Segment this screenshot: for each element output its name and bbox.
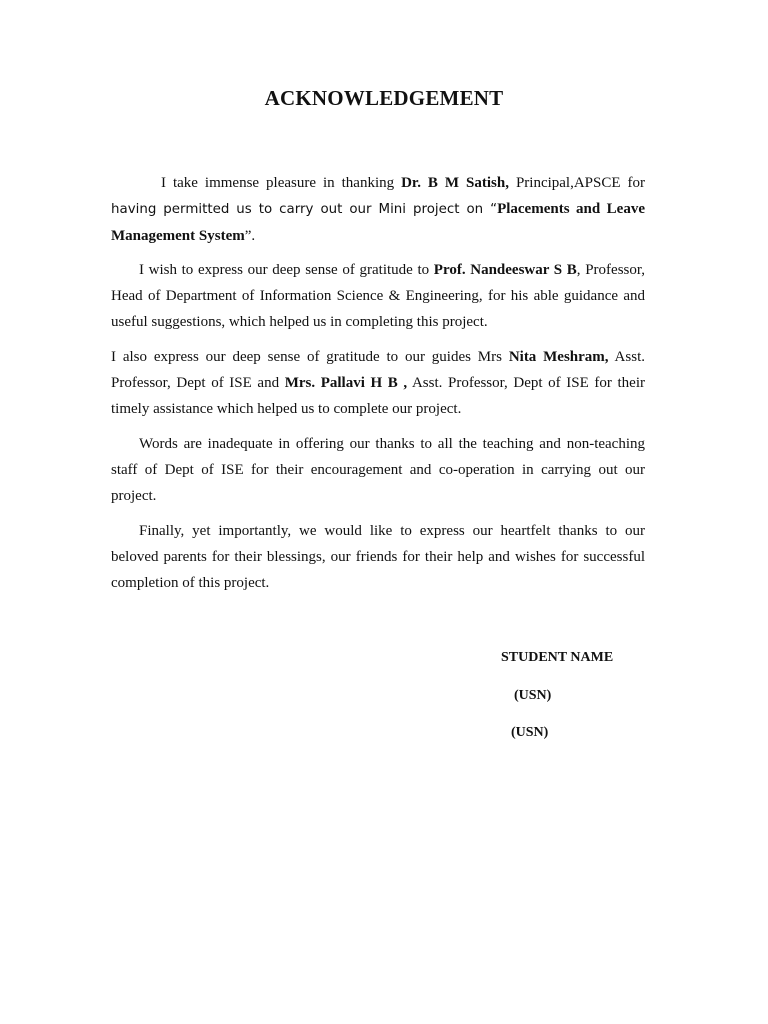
text-span: having permitted us to carry out our Mini project on “ bbox=[111, 202, 498, 217]
paragraph-thanks-guides bbox=[111, 344, 645, 422]
paragraph-thanks-staff: Words are inadequate in offering our thanks to all the teaching and non-teaching staff of Dept of ISE for their encouragement and co-operation in carrying out our project. bbox=[111, 436, 645, 504]
text-span: I wish to express our deep sense of gratitude to bbox=[139, 262, 434, 278]
student-name-label: STUDENT NAME bbox=[501, 650, 614, 665]
text-span: Principal,APSCE for bbox=[508, 175, 645, 191]
text-span: Asst. Professor, Dept of ISE and bbox=[111, 349, 645, 391]
usn-label-2: (USN) bbox=[511, 725, 549, 740]
usn-label-1: (USN) bbox=[514, 688, 552, 703]
text-span: ”. bbox=[244, 228, 256, 244]
principal-name: Dr. B M Satish, bbox=[401, 175, 509, 191]
page-title: ACKNOWLEDGEMENT bbox=[264, 86, 504, 110]
guide-name-2: Mrs. Pallavi H B , bbox=[284, 375, 408, 391]
paragraph-thanks-hod bbox=[111, 257, 645, 335]
guide-name-1: Nita Meshram, bbox=[508, 349, 609, 365]
text-span: Asst. Professor, Dept of ISE for their timely assistance which helped us to complete our project. bbox=[111, 375, 645, 417]
text-span: , Professor, Head of Department of Information Science & Engineering, for his able guidance and useful suggestions, which helped us in completing this project. bbox=[111, 262, 646, 330]
project-name: Placements and Leave Management System bbox=[111, 201, 645, 244]
text-span: I also express our deep sense of gratitude to our guides Mrs bbox=[111, 349, 509, 365]
paragraph-thanks-family: Finally, yet importantly, we would like to express our heartfelt thanks to our beloved parents for their blessings, our friends for their help and wishes for successful completion of this project. bbox=[111, 523, 645, 591]
hod-name: Prof. Nandeeswar S B bbox=[433, 262, 577, 278]
text-span: I take immense pleasure in thanking bbox=[161, 175, 402, 191]
paragraph-thanks-principal bbox=[111, 170, 645, 249]
